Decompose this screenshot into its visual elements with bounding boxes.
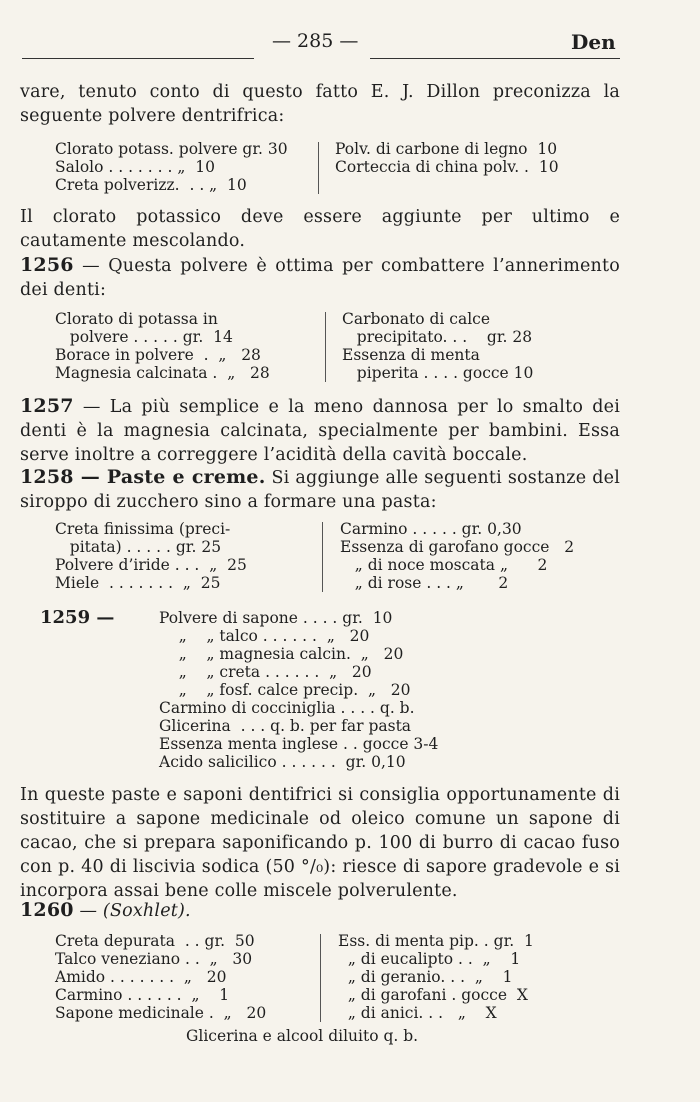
recipe-4-right: Ess. di menta pip. . gr. 1 „ di eucalipto . . „ 1 „ di geranio. . . „ 1 „ di garofani . gocce X „ di anici. . . „ X [338, 932, 534, 1022]
page-number: — 285 — [272, 30, 359, 52]
recipe-1-right: Polv. di carbone di legno 10 Corteccia di china polv. . 10 [335, 140, 559, 176]
header-rule-left [22, 58, 254, 59]
recipe-2-right: Carbonato di calce precipitato. . . gr. 28 Essenza di menta piperita . . . . gocce 10 [342, 310, 534, 382]
column-divider [325, 312, 326, 382]
closing-note: Glicerina e alcool diluito q. b. [186, 1027, 419, 1045]
section-title: — Paste e creme. [73, 466, 266, 488]
paragraph-cacao: In queste paste e saponi dentifrici si consiglia opportunamente di sostituire a sapone medicinale od oleico comune un sapone di cacao, che si prepara saponificando p. 100 di burro di cacao fuso con p. 40 di liscivia sodica (50 °/₀): riesce di sapore gradevole e si incorpora assai bene colle miscele polverulente. [20, 785, 620, 901]
recipe-4-left: Creta depurata . . gr. 50 Talco veneziano . . „ 30 Amido . . . . . . . „ 20 Carmino . . . . . . „ 1 Sapone medicinale . „ 20 [55, 932, 267, 1022]
column-divider [318, 142, 319, 194]
paragraph-note: Il clorato potassico deve essere aggiunte per ultimo e cautamente mescolando. [20, 207, 620, 251]
section-number: 1260 [20, 899, 74, 921]
recipe-2-left: Clorato di potassa in polvere . . . . . gr. 14 Borace in polvere . „ 28 Magnesia calcinata . „ 28 [55, 310, 270, 382]
header-rule-right [370, 58, 620, 59]
section-number: 1258 [20, 466, 74, 488]
section-number: 1259 — [40, 607, 115, 628]
section-1260: 1260 — (Soxhlet). [20, 899, 191, 921]
section-1258: 1258 — Paste e creme. Si aggiunge alle seguenti sostanze del siroppo di zucchero sino a formare una pasta: [20, 466, 620, 512]
page-header [0, 30, 700, 56]
section-1257: 1257 — La più semplice e la meno dannosa per lo smalto dei denti è la magnesia calcinata, specialmente per bambini. Essa serve inoltre a correggere l’acidità della cavità boccale. [20, 395, 620, 465]
paragraph-intro: vare, tenuto conto di questo fatto E. J. Dillon preconizza la seguente polvere dentrifrica: [20, 82, 620, 126]
recipe-1-left: Clorato potass. polvere gr. 30 Salolo . . . . . . . „ 10 Creta polverizz. . . „ 10 [55, 140, 288, 194]
recipe-3-right: Carmino . . . . . gr. 0,30 Essenza di garofano gocce 2 „ di noce moscata „ 2 „ di rose . . . „ 2 [340, 520, 575, 592]
section-number: 1256 [20, 254, 74, 276]
recipe-3-left: Creta finissima (preci- pitata) . . . . . gr. 25 Polvere d’iride . . . „ 25 Miele . . . . . . . „ 25 [55, 520, 247, 592]
column-divider [320, 934, 321, 1022]
recipe-1259: Polvere di sapone . . . . gr. 10 „ „ talco . . . . . . „ 20 „ „ magnesia calcin. „ 20 „ „ creta . . . . . . „ 20 „ „ fosf. calce precip. „ 20 Carmino di cocciniglia . . . . q. b. Glicerina . . . q. b. per far pasta Essenza menta inglese . . gocce 3-4 Acido salicilico . . . . . . gr. 0,10 [159, 609, 439, 771]
running-head: Den [571, 30, 616, 54]
section-1256: 1256 — Questa polvere è ottima per combattere l’annerimento dei denti: [20, 254, 620, 300]
section-number: 1257 [20, 395, 74, 417]
column-divider [322, 522, 323, 592]
